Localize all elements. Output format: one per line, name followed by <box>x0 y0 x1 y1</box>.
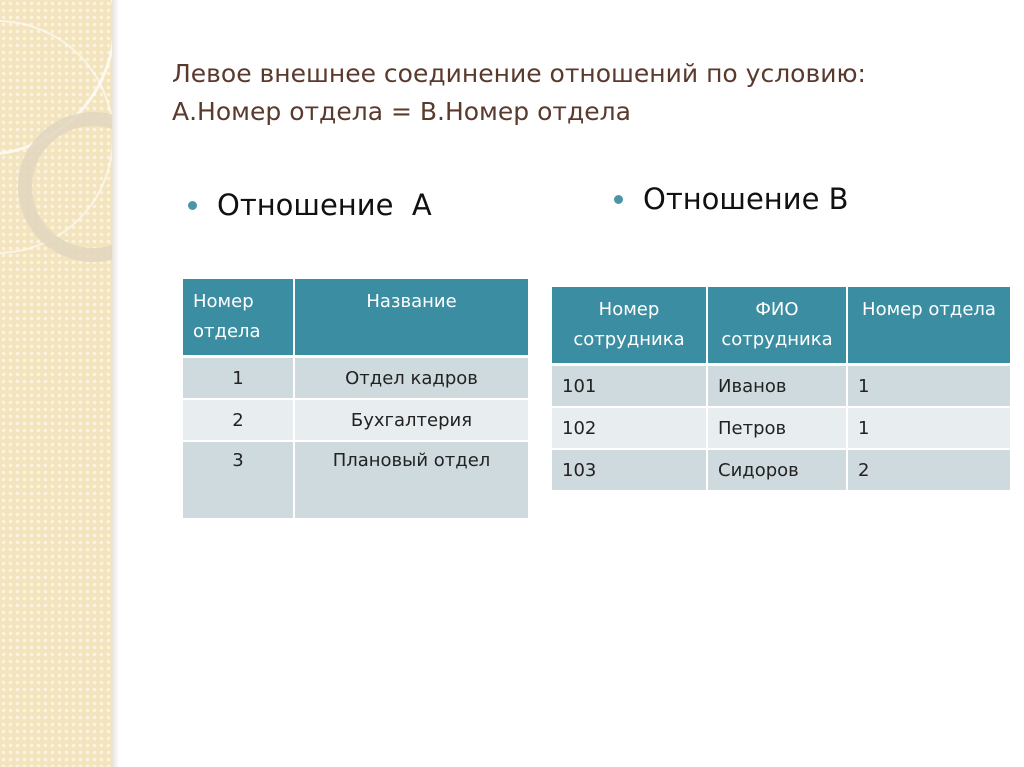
table-row <box>183 399 528 441</box>
table-row <box>552 365 1010 408</box>
relation-b-table <box>552 287 1010 492</box>
table-cell: 1 <box>183 357 294 400</box>
sidebar-divider <box>112 0 119 767</box>
relation-b-bullet <box>614 182 849 216</box>
slide-title <box>172 55 972 131</box>
relation-a-label: Отношение А <box>217 188 432 222</box>
column-header: ФИО сотрудника <box>707 287 847 365</box>
table-cell: 3 <box>183 441 294 519</box>
column-header: Номер отдела <box>183 279 294 357</box>
table-cell: 1 <box>847 365 1010 408</box>
relation-b-label: Отношение В <box>643 182 849 216</box>
table-row <box>552 449 1010 491</box>
column-header: Название <box>294 279 528 357</box>
table-row <box>183 441 528 519</box>
table-row <box>552 407 1010 449</box>
table-cell: Петров <box>707 407 847 449</box>
table-cell: 2 <box>847 449 1010 491</box>
table-cell: Отдел кадров <box>294 357 528 400</box>
table-header-row <box>183 279 528 357</box>
table-cell: Иванов <box>707 365 847 408</box>
slide-title-line-2: А.Номер отдела = В.Номер отдела <box>172 97 631 126</box>
table-cell: 2 <box>183 399 294 441</box>
relation-a-table <box>183 279 528 520</box>
decorative-sidebar <box>0 0 112 767</box>
table-cell: 1 <box>847 407 1010 449</box>
bullet-dot-icon <box>188 201 197 210</box>
slide-title-line-1: Левое внешнее соединение отношений по условию: <box>172 59 866 88</box>
table-cell: 102 <box>552 407 707 449</box>
table-cell: 101 <box>552 365 707 408</box>
bullet-dot-icon <box>614 195 623 204</box>
table-row <box>183 357 528 400</box>
table-cell: Бухгалтерия <box>294 399 528 441</box>
table-cell: Плановый отдел <box>294 441 528 519</box>
column-header: Номер отдела <box>847 287 1010 365</box>
table-cell: Сидоров <box>707 449 847 491</box>
relation-a-bullet <box>188 188 432 222</box>
table-header-row <box>552 287 1010 365</box>
column-header: Номер сотрудника <box>552 287 707 365</box>
table-cell: 103 <box>552 449 707 491</box>
